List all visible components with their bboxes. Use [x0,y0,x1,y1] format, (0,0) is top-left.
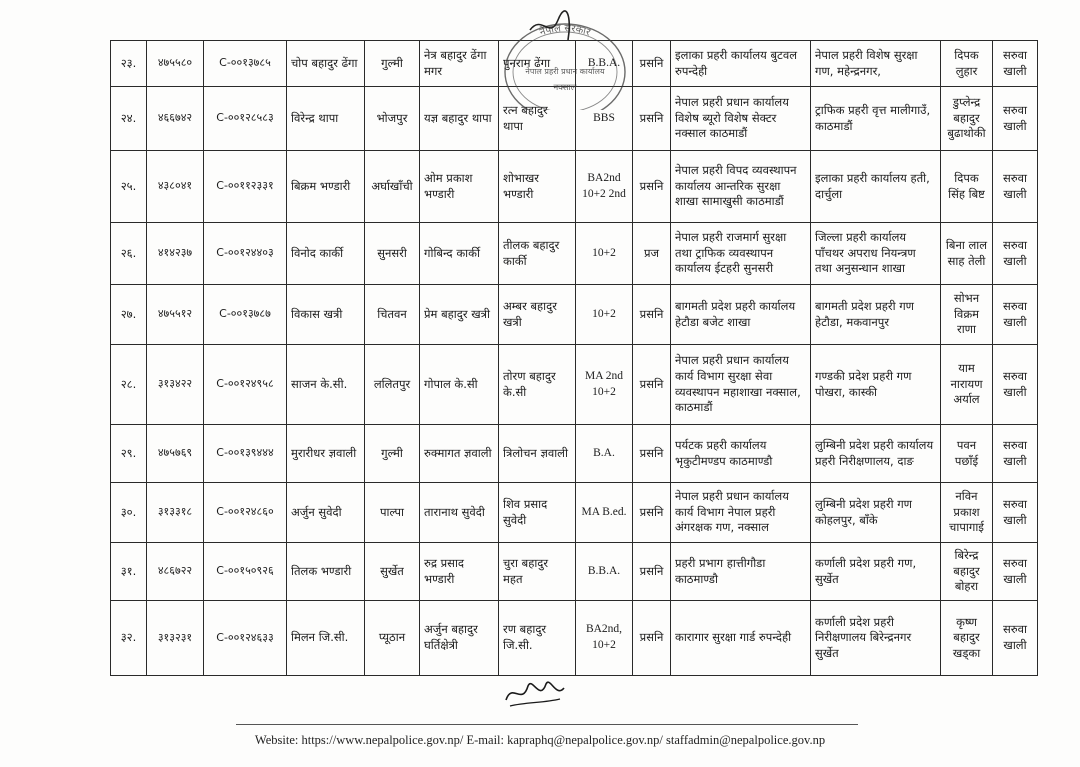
cell-district: भोजपुर [365,87,420,151]
cell-grandfather: पुनराम ढेंगा [499,41,576,87]
cell-code: C-००१५०९२६ [204,543,287,601]
cell-code: C-००११२३३१ [204,151,287,223]
cell-approver: डुप्लेन्द्र बहादुर बुढाथोकी [941,87,993,151]
cell-education: BA2nd, 10+2 [576,601,633,676]
cell-remark: सरुवा खाली [993,223,1038,285]
cell-code: C-००१३७८७ [204,285,287,345]
table-row [111,601,1038,676]
cell-district: अर्घाखाँची [365,151,420,223]
cell-district: सुनसरी [365,223,420,285]
cell-serial: २९. [111,425,147,483]
cell-approver: बिना लाल साह तेली [941,223,993,285]
table-row [111,543,1038,601]
cell-district: गुल्मी [365,41,420,87]
table-row [111,285,1038,345]
cell-to-office: गण्डकी प्रदेश प्रहरी गण पोखरा, कास्की [811,345,941,425]
cell-to-office: ट्राफिक प्रहरी वृत्त मालीगाउँ, काठमाडौं [811,87,941,151]
cell-remark: सरुवा खाली [993,41,1038,87]
table-row [111,483,1038,543]
cell-grandfather: अम्बर बहादुर खत्री [499,285,576,345]
cell-code: C-००१२४६३३ [204,601,287,676]
cell-name: अर्जुन सुवेदी [287,483,365,543]
cell-name: विरेन्द्र थापा [287,87,365,151]
cell-from-office: नेपाल प्रहरी विपद व्यवस्थापन कार्यालय आन्तरिक सुरक्षा शाखा सामाखुसी काठमाडौं [671,151,811,223]
cell-from-office: नेपाल प्रहरी राजमार्ग सुरक्षा तथा ट्राफिक व्यवस्थापन कार्यालय ईटहरी सुनसरी [671,223,811,285]
cell-grandfather: रत्न बहादुर थापा [499,87,576,151]
cell-education: B.B.A. [576,41,633,87]
cell-type: प्रसनि [633,345,671,425]
cell-serial: ३०. [111,483,147,543]
svg-text:नेपाल सरकार [538,23,592,39]
cell-remark: सरुवा खाली [993,425,1038,483]
roster-body [111,41,1038,676]
cell-remark: सरुवा खाली [993,87,1038,151]
table-row [111,425,1038,483]
seal-text-bottom: नक्साल [553,83,577,93]
cell-grandfather: तोरण बहादुर के.सी [499,345,576,425]
cell-serial: २८. [111,345,147,425]
footer-contact-text: Website: https://www.nepalpolice.gov.np/ E-mail: kapraphq@nepalpolice.gov.np/ staffadmin@nepalpolice.gov.np [254,733,826,747]
cell-type: प्रसनि [633,87,671,151]
cell-id: ३१३३१८ [147,483,204,543]
cell-grandfather: शोभाखर भण्डारी [499,151,576,223]
cell-serial: २७. [111,285,147,345]
cell-district: ललितपुर [365,345,420,425]
cell-approver: याम नारायण अर्याल [941,345,993,425]
cell-education: MA B.ed. [576,483,633,543]
cell-approver: बिरेन्द्र बहादुर बोहरा [941,543,993,601]
cell-remark: सरुवा खाली [993,601,1038,676]
table-row [111,41,1038,87]
cell-id: ४३८०४१ [147,151,204,223]
cell-to-office: कर्णाली प्रदेश प्रहरी निरीक्षणालय बिरेन्द्रनगर सुर्खेत [811,601,941,676]
cell-type: प्रसनि [633,41,671,87]
cell-remark: सरुवा खाली [993,151,1038,223]
cell-id: ३१३४२२ [147,345,204,425]
cell-type: प्रसनि [633,543,671,601]
cell-code: C-००१३९४४४ [204,425,287,483]
cell-type: प्रसनि [633,425,671,483]
cell-father: तारानाथ सुवेदी [420,483,499,543]
cell-district: सुर्खेत [365,543,420,601]
table-row [111,151,1038,223]
cell-id: ३१३२३१ [147,601,204,676]
cell-name: साजन के.सी. [287,345,365,425]
cell-name: चोप बहादुर ढेंगा [287,41,365,87]
cell-from-office: नेपाल प्रहरी प्रधान कार्यालय विशेष ब्यूरो विशेष सेक्टर नक्साल काठमाडौं [671,87,811,151]
cell-father: गोबिन्द कार्की [420,223,499,285]
cell-father: नेत्र बहादुर ढेंगा मगर [420,41,499,87]
cell-grandfather: चुरा बहादुर महत [499,543,576,601]
cell-type: प्रसनि [633,151,671,223]
table-row [111,87,1038,151]
cell-remark: सरुवा खाली [993,285,1038,345]
cell-father: प्रेम बहादुर खत्री [420,285,499,345]
cell-type: प्रसनि [633,601,671,676]
cell-to-office: लुम्बिनी प्रदेश प्रहरी कार्यालय प्रहरी निरीक्षणालय, दाङ [811,425,941,483]
cell-id: ४८६७२२ [147,543,204,601]
cell-grandfather: शिव प्रसाद सुवेदी [499,483,576,543]
transfer-roster-table [110,40,1038,676]
cell-id: ४७५५८० [147,41,204,87]
cell-district: चितवन [365,285,420,345]
cell-education: BA2nd 10+2 2nd [576,151,633,223]
cell-from-office: नेपाल प्रहरी प्रधान कार्यालय कार्य विभाग सुरक्षा सेवा व्यवस्थापन महाशाखा नक्साल, काठमाडौं [671,345,811,425]
cell-to-office: नेपाल प्रहरी विशेष सुरक्षा गण, महेन्द्रनगर, [811,41,941,87]
seal-text-middle: नेपाल प्रहरी प्रधान कार्यालय [525,67,605,76]
cell-education: B.B.A. [576,543,633,601]
cell-education: 10+2 [576,223,633,285]
cell-remark: सरुवा खाली [993,345,1038,425]
table-row [111,223,1038,285]
cell-district: पाल्पा [365,483,420,543]
cell-education: 10+2 [576,285,633,345]
cell-id: ४७५७६९ [147,425,204,483]
cell-father: रुक्मागत ज्ञवाली [420,425,499,483]
cell-serial: ३१. [111,543,147,601]
cell-grandfather: तीलक बहादुर कार्की [499,223,576,285]
cell-type: प्रसनि [633,285,671,345]
cell-name: तिलक भण्डारी [287,543,365,601]
cell-remark: सरुवा खाली [993,483,1038,543]
footer-divider [236,724,858,725]
cell-type: प्रज [633,223,671,285]
cell-serial: ३२. [111,601,147,676]
cell-code: C-००१२८५८३ [204,87,287,151]
cell-district: गुल्मी [365,425,420,483]
table-row [111,345,1038,425]
cell-serial: २४. [111,87,147,151]
cell-approver: दिपक सिंह बिष्ट [941,151,993,223]
cell-grandfather: त्रिलोचन ज्ञवाली [499,425,576,483]
cell-name: विकास खत्री [287,285,365,345]
cell-type: प्रसनि [633,483,671,543]
cell-father: रुद्र प्रसाद भण्डारी [420,543,499,601]
cell-name: मुरारीधर ज्ञवाली [287,425,365,483]
cell-father: अर्जुन बहादुर घर्तिक्षेत्री [420,601,499,676]
cell-code: C-००१३७८५ [204,41,287,87]
cell-father: गोपाल के.सी [420,345,499,425]
cell-from-office: कारागार सुरक्षा गार्ड रुपन्देही [671,601,811,676]
cell-grandfather: रण बहादुर जि.सी. [499,601,576,676]
cell-approver: नविन प्रकाश चापागाई [941,483,993,543]
cell-name: विनोद कार्की [287,223,365,285]
cell-to-office: इलाका प्रहरी कार्यालय हती, दार्चुला [811,151,941,223]
cell-to-office: जिल्ला प्रहरी कार्यालय पाँचथर अपराध नियन्त्रण तथा अनुसन्धान शाखा [811,223,941,285]
cell-from-office: प्रहरी प्रभाग हात्तीगौडा काठमाण्डौ [671,543,811,601]
cell-id: ४७५५१२ [147,285,204,345]
cell-serial: २३. [111,41,147,87]
cell-from-office: पर्यटक प्रहरी कार्यालय भृकुटीमण्डप काठमाण्डौ [671,425,811,483]
cell-approver: सोभन विक्रम राणा [941,285,993,345]
cell-id: ४६६७४२ [147,87,204,151]
cell-from-office: नेपाल प्रहरी प्रधान कार्यालय कार्य विभाग नेपाल प्रहरी अंगरक्षक गण, नक्साल [671,483,811,543]
cell-id: ४१४२३७ [147,223,204,285]
cell-code: C-००१२४४०३ [204,223,287,285]
cell-approver: कृष्ण बहादुर खड्का [941,601,993,676]
cell-serial: २६. [111,223,147,285]
cell-name: मिलन जि.सी. [287,601,365,676]
cell-code: C-००१२४९५८ [204,345,287,425]
cell-education: MA 2nd 10+2 [576,345,633,425]
cell-father: ओम प्रकाश भण्डारी [420,151,499,223]
cell-serial: २५. [111,151,147,223]
seal-signature-scribble [530,11,569,40]
seal-text-top: नेपाल सरकार [538,23,592,39]
cell-name: बिक्रम भण्डारी [287,151,365,223]
cell-from-office: इलाका प्रहरी कार्यालय बुटवल रुपन्देही [671,41,811,87]
cell-education: B.A. [576,425,633,483]
cell-from-office: बागमती प्रदेश प्रहरी कार्यालय हेटौडा बजेट शाखा [671,285,811,345]
cell-code: C-००१२४८६० [204,483,287,543]
cell-approver: दिपक लुहार [941,41,993,87]
cell-to-office: लुम्बिनी प्रदेश प्रहरी गण कोहलपुर, बाँके [811,483,941,543]
cell-district: प्यूठान [365,601,420,676]
cell-education: BBS [576,87,633,151]
cell-remark: सरुवा खाली [993,543,1038,601]
cell-father: यज्ञ बहादुर थापा [420,87,499,151]
cell-approver: पवन पछाँई [941,425,993,483]
cell-to-office: कर्णाली प्रदेश प्रहरी गण, सुर्खेत [811,543,941,601]
signature-icon [500,672,570,712]
cell-to-office: बागमती प्रदेश प्रहरी गण हेटौडा, मकवानपुर [811,285,941,345]
